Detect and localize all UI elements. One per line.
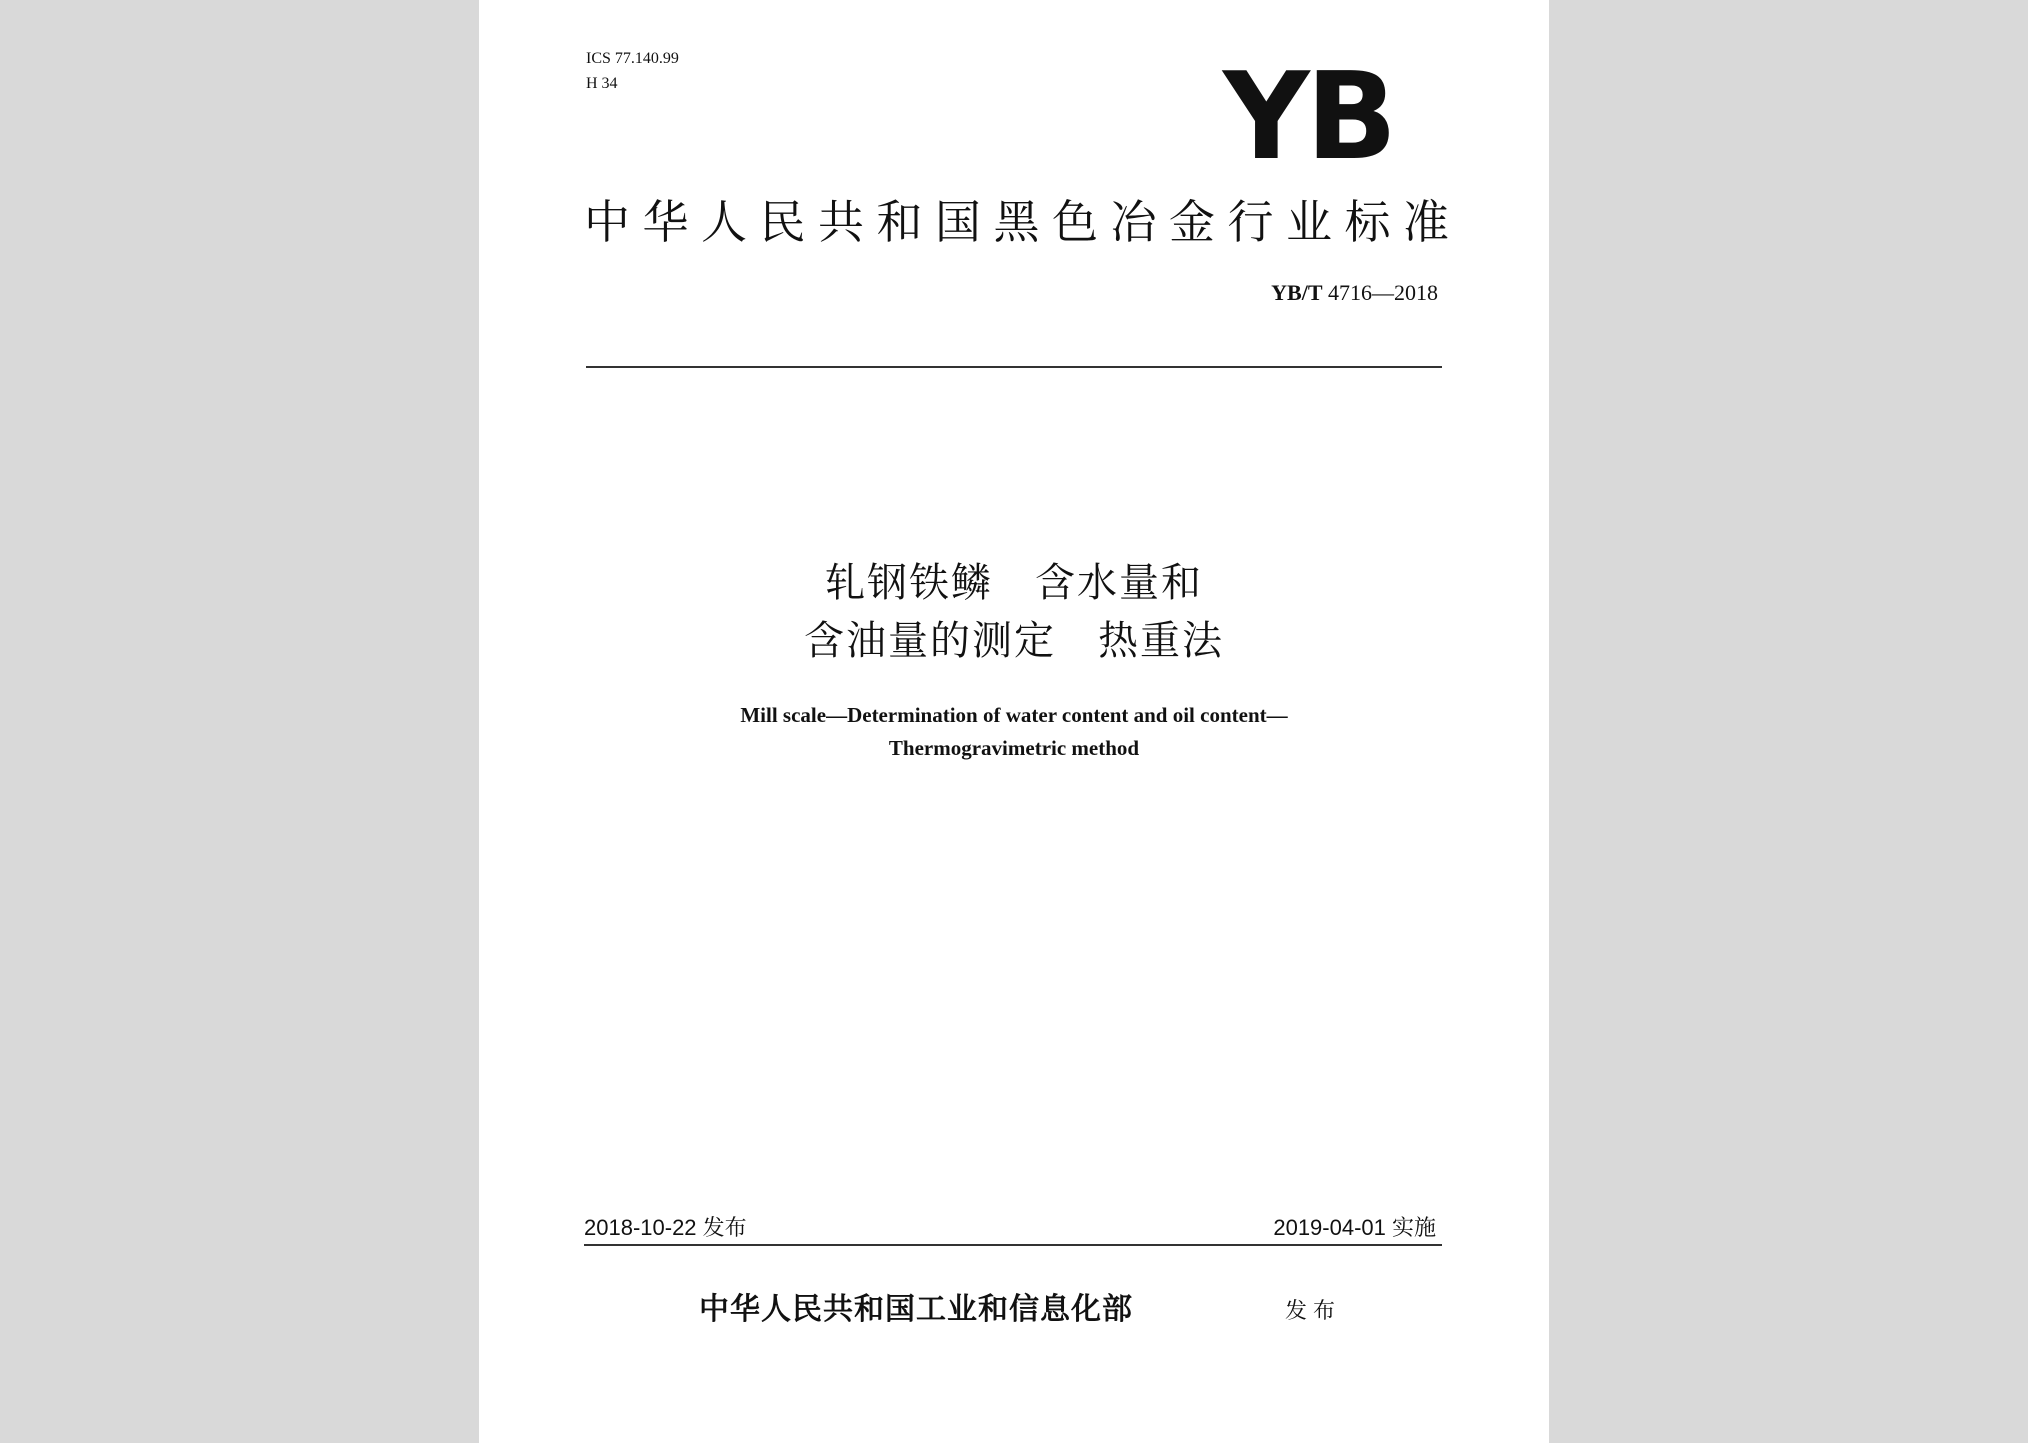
- standard-number: [1271, 280, 1438, 306]
- yb-logo-text: YB: [1222, 60, 1394, 170]
- title-cn-line-1: 轧钢铁鳞 含水量和: [825, 560, 1203, 606]
- implementation-date: 2019-04-01 实施: [1273, 1215, 1436, 1240]
- issue-date: 2018-10-22 发布: [584, 1215, 747, 1240]
- issuing-category-title: 中华人民共和国黑色冶金行业标准: [584, 195, 1452, 249]
- ccs-code: H 34: [586, 75, 618, 92]
- publish-label: 发布: [1285, 1299, 1342, 1324]
- standard-number-code: 4716—2018: [1328, 280, 1438, 305]
- title-cn-line-2: 含油量的测定 热重法: [804, 618, 1224, 664]
- yb-logo: [1203, 60, 1413, 170]
- ics-code: ICS 77.140.99: [586, 50, 679, 67]
- top-divider: [586, 366, 1442, 368]
- standard-number-prefix: YB/T: [1271, 280, 1323, 305]
- title-en-line-1: Mill scale—Determination of water content and oil content—: [740, 703, 1288, 727]
- standard-cover-page: [479, 0, 1549, 1443]
- publisher-name: 中华人民共和国工业和信息化部: [699, 1292, 1133, 1327]
- bottom-divider: [584, 1244, 1442, 1246]
- title-en-line-2: Thermogravimetric method: [888, 736, 1140, 760]
